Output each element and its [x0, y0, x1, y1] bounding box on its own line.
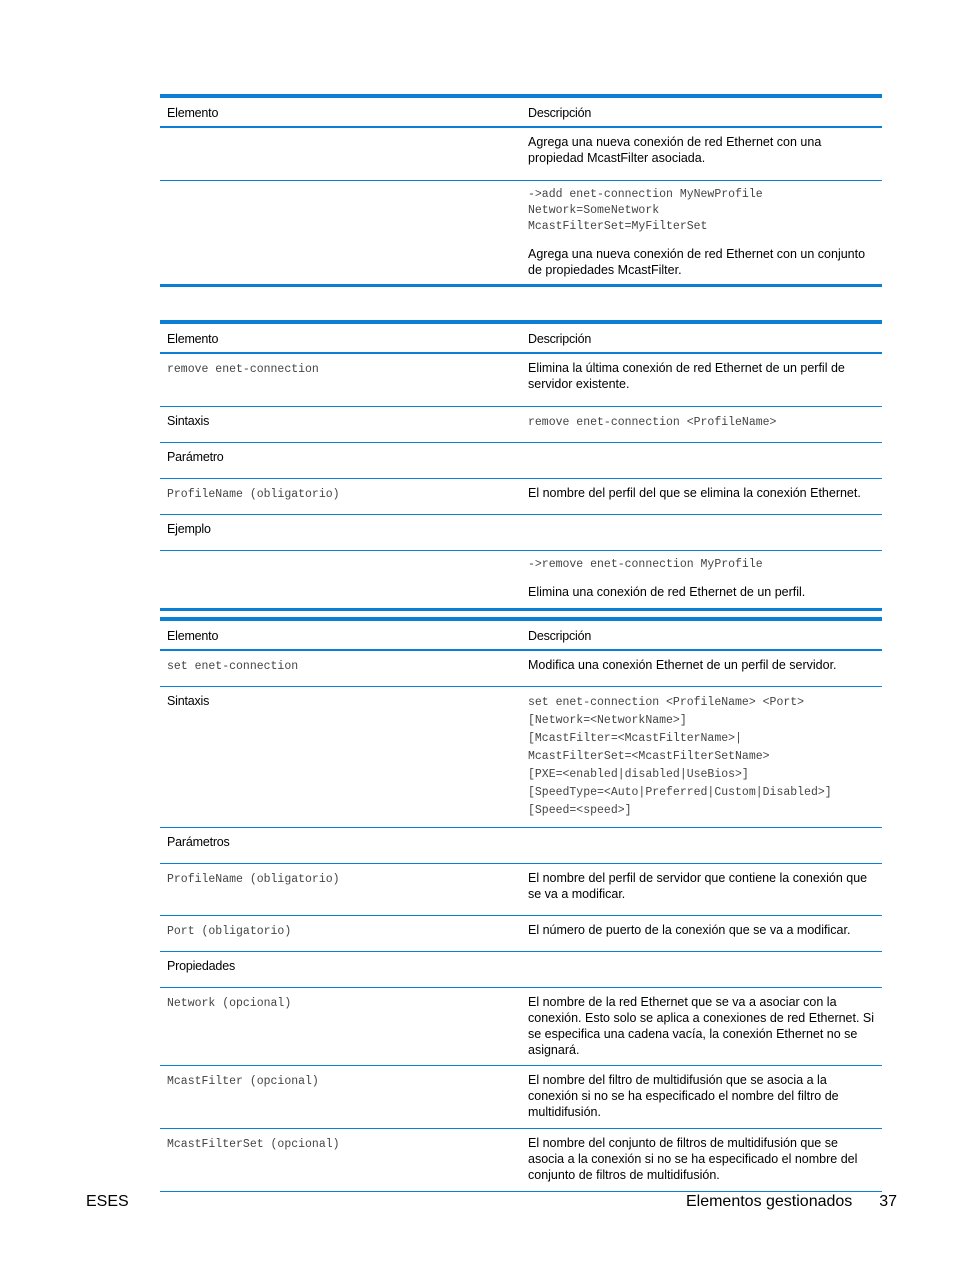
syntax-label: Sintaxis [160, 687, 521, 828]
command-name: set enet-connection [167, 660, 299, 673]
example-cell [521, 551, 882, 610]
table-row [160, 515, 882, 551]
table-add-enet-connection-example [160, 94, 882, 287]
footer-right [686, 1192, 897, 1212]
command-name: remove enet-connection [167, 363, 319, 376]
footer-locale: ESES [86, 1193, 129, 1210]
header-descripcion: Descripción [521, 322, 882, 353]
table-remove-enet-connection [160, 320, 882, 611]
empty-cell [160, 127, 521, 181]
properties-label: Propiedades [160, 952, 521, 988]
table-row [160, 353, 882, 407]
example-label: Ejemplo [160, 515, 521, 551]
table-row [160, 828, 882, 864]
parameter-description: El nombre del perfil de servidor que contiene la conexión que se va a modificar. [521, 864, 882, 916]
header-descripcion: Descripción [521, 96, 882, 127]
footer-page-number: 37 [879, 1193, 897, 1210]
syntax-label: Sintaxis [160, 407, 521, 443]
empty-cell [160, 181, 521, 286]
parameter-label: Parámetro [160, 443, 521, 479]
parameter-description: El número de puerto de la conexión que se va a modificar. [521, 916, 882, 952]
parameter-name: ProfileName (obligatorio) [167, 488, 340, 501]
syntax-value: set enet-connection <ProfileName> <Port> [Network=<NetworkName>] [McastFilter=<McastFilterName>| McastFilterSet=<McastFilterSetName> [PXE=<enabled|disabled|UseBios>] [SpeedType=<Auto|Preferred|Custom|Disabled>] [Speed=<speed>] [528, 696, 832, 817]
command-description: Elimina la última conexión de red Ethernet de un perfil de servidor existente. [521, 353, 882, 407]
header-descripcion: Descripción [521, 619, 882, 650]
table-row [160, 687, 882, 828]
table-header-row [160, 322, 882, 353]
table-row [160, 1066, 882, 1129]
table-row [160, 407, 882, 443]
table-row [160, 916, 882, 952]
table-row [160, 864, 882, 916]
property-description: El nombre del filtro de multidifusión que se asocia a la conexión si no se ha especificado el nombre del filtro de multidifusión. [521, 1066, 882, 1129]
table-row [160, 551, 882, 610]
table-row [160, 443, 882, 479]
property-name: McastFilter (opcional) [167, 1075, 319, 1088]
header-elemento: Elemento [160, 322, 521, 353]
table-row [160, 650, 882, 687]
parameter-name: ProfileName (obligatorio) [167, 873, 340, 886]
example-cell [521, 181, 882, 286]
table-set-enet-connection [160, 617, 882, 1192]
table-header-row [160, 96, 882, 127]
table-row [160, 127, 882, 181]
row-description: Agrega una nueva conexión de red Ethernet con una propiedad McastFilter asociada. [521, 127, 882, 181]
parameter-name: Port (obligatorio) [167, 925, 292, 938]
table-header-row [160, 619, 882, 650]
example-description: Elimina una conexión de red Ethernet de un perfil. [528, 585, 806, 599]
command-description: Modifica una conexión Ethernet de un perfil de servidor. [521, 650, 882, 687]
table-row [160, 181, 882, 286]
parameter-description: El nombre del perfil del que se elimina la conexión Ethernet. [521, 479, 882, 515]
property-description: El nombre del conjunto de filtros de multidifusión que se asocia a la conexión si no se ha especificado el nombre del conjunto de filtros de multidifusión. [521, 1129, 882, 1192]
table-row [160, 988, 882, 1066]
property-description: El nombre de la red Ethernet que se va a asociar con la conexión. Esto solo se aplica a conexiones de red Ethernet. Si se especifica una cadena vacía, la conexión Ethernet no se asignará. [521, 988, 882, 1066]
property-name: Network (opcional) [167, 997, 292, 1010]
example-code: ->remove enet-connection MyProfile [528, 558, 763, 571]
syntax-value: remove enet-connection <ProfileName> [528, 416, 777, 429]
table-row [160, 1129, 882, 1192]
property-name: McastFilterSet (opcional) [167, 1138, 340, 1151]
example-description: Agrega una nueva conexión de red Ethernet con un conjunto de propiedades McastFilter. [528, 247, 866, 277]
header-elemento: Elemento [160, 619, 521, 650]
header-elemento: Elemento [160, 96, 521, 127]
table-row [160, 479, 882, 515]
footer-section-title: Elementos gestionados [685, 1193, 853, 1210]
parameters-label: Parámetros [160, 828, 521, 864]
table-row [160, 952, 882, 988]
example-code: ->add enet-connection MyNewProfile Network=SomeNetwork McastFilterSet=MyFilterSet [528, 188, 763, 233]
